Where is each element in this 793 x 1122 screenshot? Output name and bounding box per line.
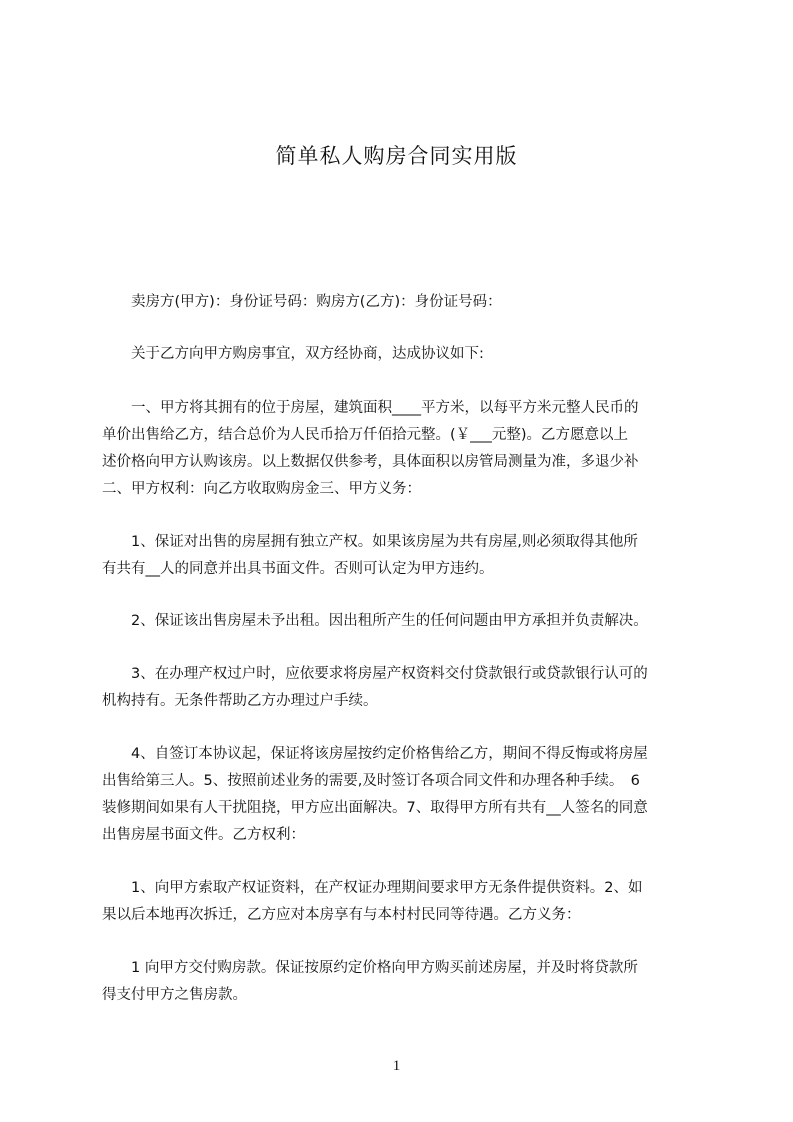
paragraph-buyer-duty-line-1: 1 向甲方交付购房款。保证按原约定价格向甲方购买前述房屋，并及时将贷款所 [102, 960, 638, 976]
paragraph-clause-1-line-1: 一、甲方将其拥有的位于房屋，建筑面积____平方米，以每平方米元整人民币的 [102, 400, 639, 416]
paragraph-clause-1-line-2: 单价出售给乙方，结合总价为人民币拾万仟佰拾元整。(￥___元整)。乙方愿意以上 [102, 427, 629, 443]
paragraph-duty-3-line-2: 机构持有。无条件帮助乙方办理过户手续。 [102, 693, 378, 709]
paragraph-buyer-rights-line-1: 1、向甲方索取产权证资料，在产权证办理期间要求甲方无条件提供资料。2、如 [102, 880, 643, 896]
paragraph-duty-2: 2、保证该出售房屋未予出租。因出租所产生的任何问题由甲方承担并负责解决。 [102, 613, 648, 629]
paragraph-duty-3-line-1: 3、在办理产权过户时，应依要求将房屋产权资料交付贷款银行或贷款银行认可的 [102, 666, 648, 682]
paragraph-duty-4-line-3: 装修期间如果有人干扰阻挠，甲方应出面解决。7、取得甲方所有共有__人签名的同意 [102, 800, 648, 816]
paragraph-clause-1-line-3: 述价格向甲方认购该房。以上数据仅供参考，具体面积以房管局测量为准，多退少补 [102, 454, 639, 470]
paragraph-parties: 卖房方(甲方)：身份证号码：购房方(乙方)：身份证号码： [102, 294, 502, 310]
paragraph-buyer-duty-line-2: 得支付甲方之售房款。 [102, 987, 247, 1003]
paragraph-buyer-rights-line-2: 果以后本地再次拆迁，乙方应对本房享有与本村村民同等待遇。乙方义务： [102, 907, 581, 923]
paragraph-duty-4-line-2: 出售给第三人。5、按照前述业务的需要,及时签订各项合同文件和办理各种手续。 6 [102, 773, 640, 789]
paragraph-duty-4-line-4: 出售房屋书面文件。乙方权利： [102, 827, 305, 843]
page-number: 1 [392, 1058, 401, 1074]
paragraph-duty-1-line-2: 有共有__人的同意并出具书面文件。否则可认定为甲方违约。 [102, 561, 494, 577]
document-title: 简单私人购房合同实用版 [275, 144, 518, 168]
paragraph-agreement-intro: 关于乙方向甲方购房事宜，双方经协商，达成协议如下: [102, 346, 484, 362]
paragraph-clause-1-line-4: 二、甲方权利：向乙方收取购房金三、甲方义务： [102, 481, 421, 497]
paragraph-duty-1-line-1: 1、保证对出售的房屋拥有独立产权。如果该房屋为共有房屋,则必须取得其他所 [102, 534, 638, 550]
paragraph-duty-4-line-1: 4、自签订本协议起，保证将该房屋按约定价格售给乙方，期间不得反悔或将房屋 [102, 746, 648, 762]
